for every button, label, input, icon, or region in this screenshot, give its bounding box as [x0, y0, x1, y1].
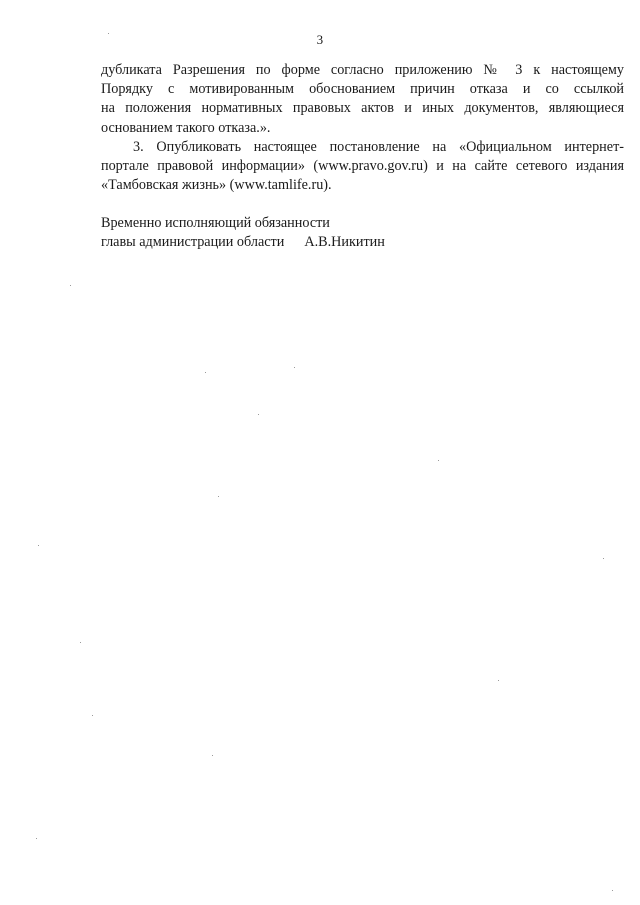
- scan-speck: [612, 890, 613, 891]
- document-body: [101, 61, 624, 195]
- text-line: на положения нормативных правовых актов и иных документов, являющиеся: [101, 100, 624, 117]
- text-line: дубликата Разрешения по форме согласно приложению № 3 к настоящему: [101, 62, 624, 78]
- scan-speck: [258, 414, 259, 415]
- scan-speck: [108, 33, 109, 34]
- signatory-position: главы администрации области: [101, 234, 285, 251]
- text-line: Порядку с мотивированным обоснованием причин отказа и со ссылкой: [101, 81, 624, 98]
- scan-speck: [498, 680, 499, 681]
- signatory-name: А.В.Никитин: [304, 234, 385, 251]
- scan-speck: [212, 755, 213, 756]
- scan-speck: [70, 285, 71, 286]
- scan-speck: [205, 372, 206, 373]
- text-line: 3. Опубликовать настоящее постановление на «Официальном интернет-: [133, 138, 624, 155]
- scan-speck: [438, 460, 439, 461]
- text-line: основанием такого отказа.».: [101, 119, 271, 136]
- scan-speck: [218, 496, 219, 497]
- paragraph-continuation: [101, 61, 624, 138]
- signatory-title-line-2: [101, 233, 385, 252]
- scan-speck: [92, 715, 93, 716]
- scan-speck: [36, 838, 37, 839]
- paragraph-item-3: [101, 138, 624, 196]
- text-line: «Тамбовская жизнь» (www.tamlife.ru).: [101, 177, 332, 194]
- scan-speck: [38, 545, 39, 546]
- signatory-title-line-1: Временно исполняющий обязанности: [101, 215, 330, 231]
- scan-speck: [80, 642, 81, 643]
- page-number: 3: [316, 32, 324, 47]
- text-line: портале правовой информации» (www.pravo.gov.ru) и на сайте сетевого издания: [101, 158, 624, 175]
- scan-speck: [603, 558, 604, 559]
- signature-block: [101, 214, 385, 252]
- scan-speck: [294, 367, 295, 368]
